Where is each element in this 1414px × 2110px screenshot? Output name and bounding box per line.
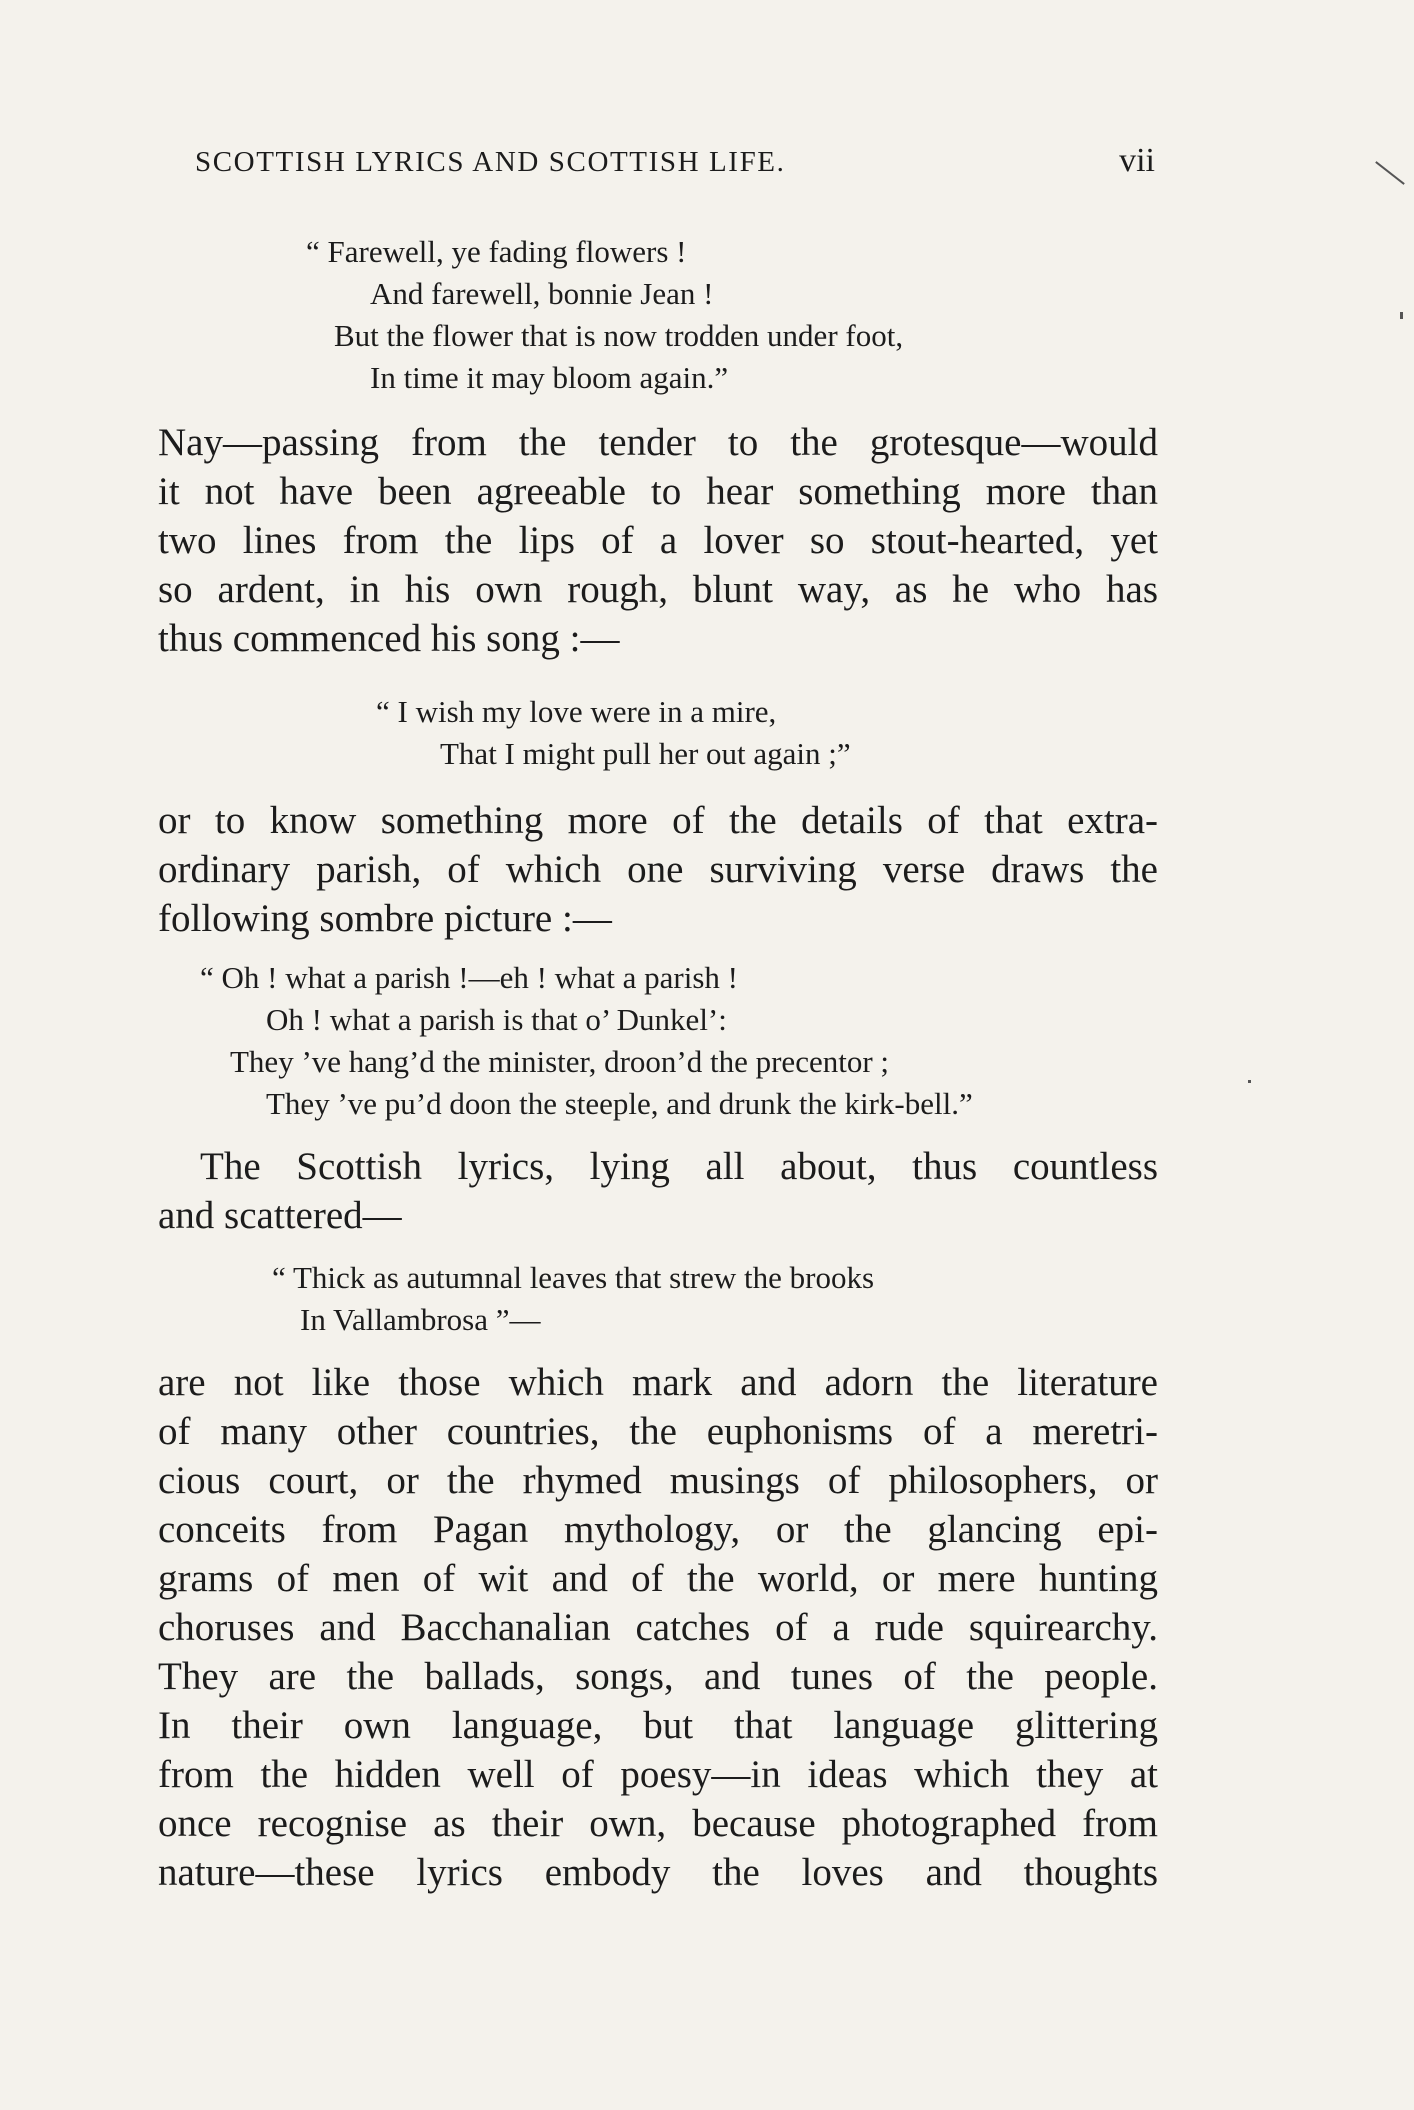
verse-line: In time it may bloom again.” (370, 360, 729, 395)
paragraph-line: following sombre picture :— (158, 897, 612, 940)
verse-line: That I might pull her out again ;” (440, 736, 851, 771)
verse-line: In Vallambrosa ”— (300, 1302, 541, 1337)
scan-mark (1375, 161, 1405, 185)
scan-mark (1400, 312, 1403, 319)
running-title: SCOTTISH LYRICS AND SCOTTISH LIFE. (195, 146, 786, 178)
paragraph-line: or to know something more of the details of that extra- (158, 799, 1158, 842)
paragraph-line: cious court, or the rhymed musings of philosophers, or (158, 1459, 1158, 1502)
paragraph-line: In their own language, but that language glittering (158, 1704, 1158, 1747)
page-number: vii (1119, 142, 1155, 179)
page-header (195, 142, 1155, 194)
paragraph-line: nature—these lyrics embody the loves and thoughts (158, 1851, 1158, 1894)
verse-line: “ I wish my love were in a mire, (376, 694, 777, 729)
paragraph-line: it not have been agreeable to hear something more than (158, 470, 1158, 513)
verse-line: They ’ve pu’d doon the steeple, and drunk the kirk-bell.” (266, 1086, 973, 1121)
paragraph-line: ordinary parish, of which one surviving verse draws the (158, 848, 1158, 891)
paragraph-line: of many other countries, the euphonisms of a meretri- (158, 1410, 1158, 1453)
paragraph-line: grams of men of wit and of the world, or mere hunting (158, 1557, 1158, 1600)
verse-line: But the flower that is now trodden under foot, (334, 318, 904, 353)
paragraph-line: They are the ballads, songs, and tunes of the people. (158, 1655, 1158, 1698)
paragraph-line: so ardent, in his own rough, blunt way, as he who has (158, 568, 1158, 611)
paragraph-line: Nay—passing from the tender to the grotesque—would (158, 421, 1158, 464)
paragraph-line: The Scottish lyrics, lying all about, thus countless (200, 1145, 1158, 1188)
paragraph-line: thus commenced his song :— (158, 617, 620, 660)
scan-mark (1248, 1080, 1251, 1083)
verse-line: “ Oh ! what a parish !—eh ! what a parish ! (200, 960, 739, 995)
paragraph-line: conceits from Pagan mythology, or the glancing epi- (158, 1508, 1158, 1551)
verse-line: And farewell, bonnie Jean ! (370, 276, 714, 311)
paragraph-line: from the hidden well of poesy—in ideas which they at (158, 1753, 1158, 1796)
paragraph-line: and scattered— (158, 1194, 402, 1237)
paragraph-line: two lines from the lips of a lover so stout-hearted, yet (158, 519, 1158, 562)
paragraph-line: are not like those which mark and adorn the literature (158, 1361, 1158, 1404)
verse-line: “ Farewell, ye fading flowers ! (306, 234, 687, 269)
verse-line: They ’ve hang’d the minister, droon’d the precentor ; (230, 1044, 890, 1079)
verse-line: “ Thick as autumnal leaves that strew the brooks (272, 1260, 875, 1295)
paragraph-line: choruses and Bacchanalian catches of a rude squirearchy. (158, 1606, 1158, 1649)
paragraph-line: once recognise as their own, because photographed from (158, 1802, 1158, 1845)
verse-line: Oh ! what a parish is that o’ Dunkel’: (266, 1002, 727, 1037)
